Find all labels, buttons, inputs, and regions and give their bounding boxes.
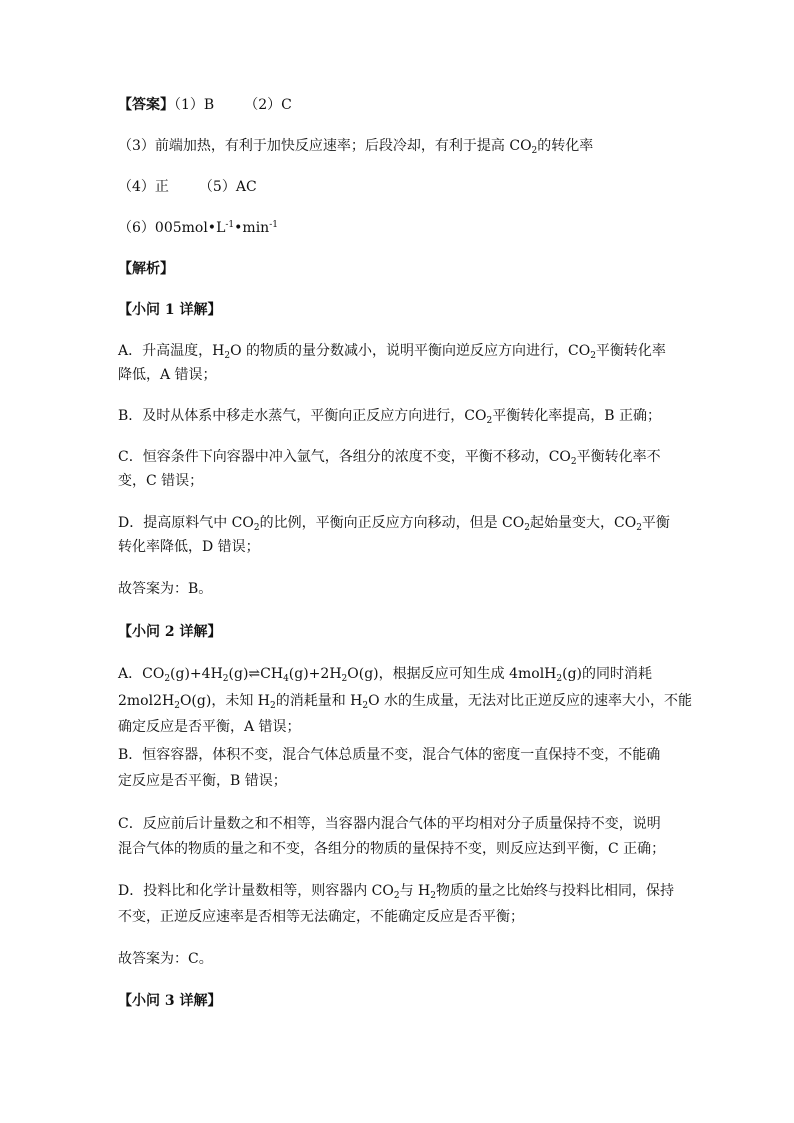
q2-option-c-line-1: C．反应前后计量数之和不相等，当容器内混合气体的平均相对分子质量保持不变，说明 [118,816,661,832]
q1-option-d-line-2: 转化率降低，D 错误； [118,539,260,555]
q2-conclusion: 故答案为：C。 [118,951,213,967]
q1-option-a-line-2: 降低，A 错误； [118,367,217,383]
q2-option-d-line-1: D．投料比和化学计量数相等，则容器内 $CO_2$与 $H_2$物质的量之比始终与投料比相同，保持 [118,883,675,901]
answer-line-6: $(6)005mol•L^{-1}•\min^{-1}$ [118,220,278,236]
answer-label: 【答案】 [118,97,174,113]
q2-option-b-line-1: B．恒容容器，体积不变，混合气体总质量不变，混合气体的密度一直保持不变，不能确 [118,747,661,763]
q1-option-b: B．及时从体系中移走水蒸气，平衡向正反应方向进行，$CO_2$平衡转化率提高，B 正确； [118,408,661,426]
q1-conclusion: 故答案为：B。 [118,581,213,597]
answer-line-1 [118,94,678,116]
q1-title: 【小问 1 详解】 [118,302,222,318]
q2-option-d-line-2: 不变，正逆反应速率是否相等无法确定，不能确定反应是否平衡； [118,909,524,925]
q1-option-c-line-1: C．恒容条件下向容器中冲入氩气，各组分的浓度不变，平衡不移动，$CO_2$平衡转化率不 [118,449,661,467]
q3-title: 【小问 3 详解】 [118,993,222,1009]
q2-title: 【小问 2 详解】 [118,624,222,640]
answer-part-1: （1）B [174,97,215,113]
answer-part-4: （4）正 [118,179,169,195]
q1-option-d-line-1: D．提高原料气中 $CO_2$的比例，平衡向正反应方向移动，但是 $CO_2$起始量变大，$CO_2$平衡 [118,515,670,533]
q2-option-c-line-2: 混合气体的物质的量之和不变，各组分的物质的量保持不变，则反应达到平衡，C 正确； [118,841,666,857]
answer-part-2: （2）C [244,97,292,113]
answer-part-5: （5）AC [198,179,257,195]
q2-option-a-line-1: A．$CO_2(g)+4H_2(g)\rightleftharpoons CH_4(g)+2H_2O(g)$，根据反应可知生成 4molH$_2$(g)的同时消耗 [118,666,653,684]
q2-option-a-line-2: $2mol2H_2O(g)$，未知 $H_2$的消耗量和 $H_2O$ 水的生成量，无法对比正逆反应的速率大小，不能 [118,693,693,711]
q1-option-c-line-2: 变，C 错误； [118,473,204,489]
q1-option-a-line-1: A．升高温度，$H_2O$ 的物质的量分数减小，说明平衡向逆反应方向进行，$CO_2$平衡转化率 [118,343,666,361]
q2-option-a-line-3: 确定反应是否平衡，A 错误； [118,719,301,735]
analysis-label: 【解析】 [118,261,174,277]
answer-line-3: （3）前端加热，有利于加快反应速率；后段冷却，有利于提高 $CO_2$的转化率 [118,138,594,156]
q2-option-b-line-2: 定反应是否平衡，B 错误； [118,773,287,789]
answer-line-4 [118,176,678,198]
